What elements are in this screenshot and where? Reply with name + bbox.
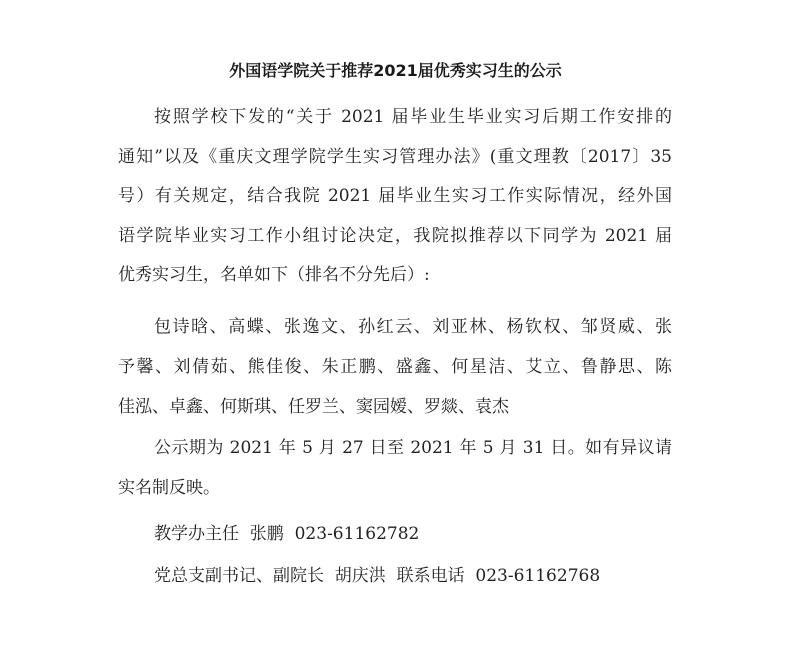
paragraph-line: 优秀实习生，名单如下（排名不分先后）: <box>118 265 430 285</box>
names-line: 佳泓、卓鑫、何斯琪、任罗兰、窦园嫒、罗燚、袁杰 <box>118 397 509 417</box>
names-line: 包诗晗、高蝶、张逸文、孙红云、刘亚林、杨钦权、邹贤威、张 <box>154 317 672 337</box>
contact-teaching-office: 教学办主任 张鹏 023-61162782 <box>154 524 420 544</box>
paragraph-line: 按照学校下发的“关于 2021 届毕业生毕业实习后期工作安排的 <box>154 107 672 127</box>
contact-deputy-dean: 党总支副书记、副院长 胡庆洪 联系电话 023-61162768 <box>154 566 601 586</box>
paragraph-line: 号）有关规定，结合我院 2021 届毕业生实习工作实际情况，经外国 <box>118 186 672 206</box>
notice-period-line: 公示期为 2021 年 5 月 27 日至 2021 年 5 月 31 日。如有异议请 <box>154 438 672 458</box>
paragraph-line: 语学院毕业实习工作小组讨论决定，我院拟推荐以下同学为 2021 届 <box>118 226 672 246</box>
paragraph-line: 通知”以及《重庆文理学院学生实习管理办法》(重文理教〔2017〕35 <box>118 147 672 167</box>
document-title: 外国语学院关于推荐2021届优秀实习生的公示 <box>229 61 562 80</box>
notice-period-line: 实名制反映。 <box>118 478 220 498</box>
names-line: 予馨、刘倩茹、熊佳俊、朱正鹏、盛鑫、何星洁、艾立、鲁静思、陈 <box>118 357 672 377</box>
